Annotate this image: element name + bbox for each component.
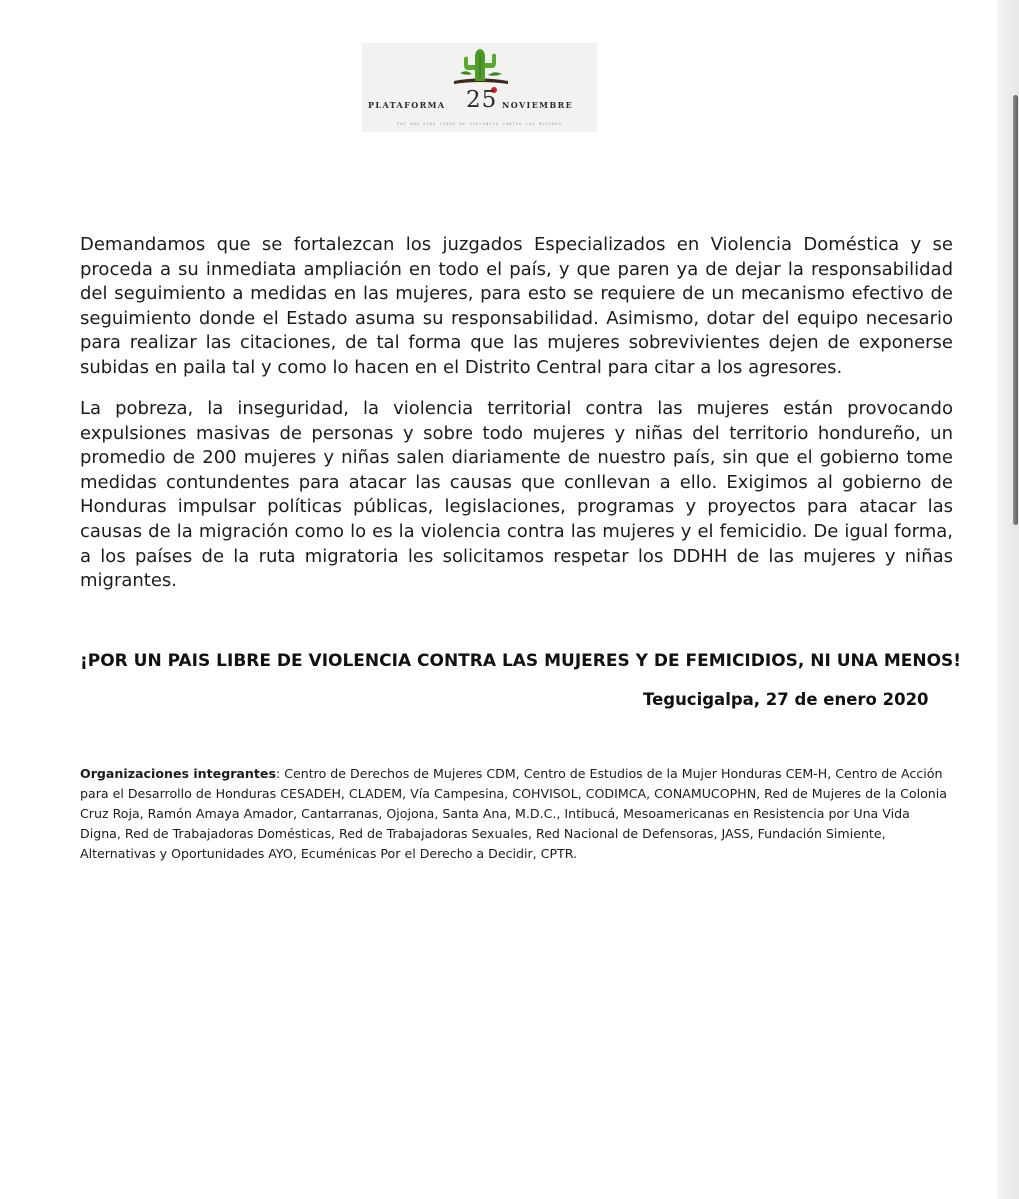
logo-left-text: PLATAFORMA	[368, 100, 446, 110]
logo-number: 25	[466, 87, 498, 113]
organizations-list: Centro de Derechos de Mujeres CDM, Centro de Estudios de la Mujer Honduras CEM-H, Centro de Acción para el Desarrollo de Honduras CESADEH, CLADEM, Vía Campesina, COHVISOL, CODIMCA, CONAMUCOPHN, Red de Mujeres de la Colonia Cruz Roja, Ramón Amaya Amador, Cantarranas, Ojojona, Santa Ana, M.D.C., Intibucá, Mesoamericanas en Resistencia por Una Vida Digna, Red de Trabajadoras Domésticas, Red de Trabajadoras Sexuales, Red Nacional de Defensoras, JASS, Fundación Simiente, Alternativas y Oportunidades AYO, Ecuménicas Por el Derecho a Decidir, CPTR.	[80, 766, 947, 861]
paragraph-juzgados: Demandamos que se fortalezcan los juzgados Especializados en Violencia Doméstica y se proceda a su inmediata ampliación en todo el país, y que paren ya de dejar la responsabilidad del seguimiento a medidas en las mujeres, para esto se requiere de un mecanismo efectivo de seguimiento donde el Estado asuma su responsabilidad. Asimismo, dotar del equipo necesario para realizar las citaciones, de tal forma que las mujeres sobrevivientes dejen de exponerse subidas en paila tal y como lo hacen en el Distrito Central para citar a los agresores.	[80, 234, 953, 378]
organizations-label: Organizaciones integrantes	[80, 766, 276, 781]
logo-subtitle: POR UNA VIDA LIBRE DE VIOLENCIA CONTRA LAS MUJERES	[396, 122, 563, 126]
organizations-paragraph	[80, 764, 953, 864]
scrollbar-track[interactable]	[997, 0, 1019, 1199]
place-date: Tegucigalpa, 27 de enero 2020	[643, 690, 929, 709]
organizations-separator: :	[275, 766, 285, 781]
paragraph-migracion: La pobreza, la inseguridad, la violencia territorial contra las mujeres están provocando expulsiones masivas de personas y sobre todo mujeres y niñas del territorio hondureño, un promedio de 200 mujeres y niñas salen diariamente de nuestro país, sin que el gobierno tome medidas contundentes para atacar las causas que conllevan a ello. Exigimos al gobierno de Honduras impulsar políticas públicas, legislaciones, programas y proyectos para atacar las causas de la migración como lo es la violencia contra las mujeres y el femicidio. De igual forma, a los países de la ruta migratoria les solicitamos respetar los DDHH de las mujeres y niñas migrantes.	[80, 398, 953, 592]
slogan-heading: ¡POR UN PAIS LIBRE DE VIOLENCIA CONTRA LAS MUJERES Y DE FEMICIDIOS, NI UNA MENOS!	[80, 651, 962, 671]
logo-right-text: NOVIEMBRE	[502, 100, 574, 110]
plataforma-25-noviembre-logo	[362, 43, 597, 132]
scrollbar-thumb[interactable]	[1013, 95, 1018, 525]
